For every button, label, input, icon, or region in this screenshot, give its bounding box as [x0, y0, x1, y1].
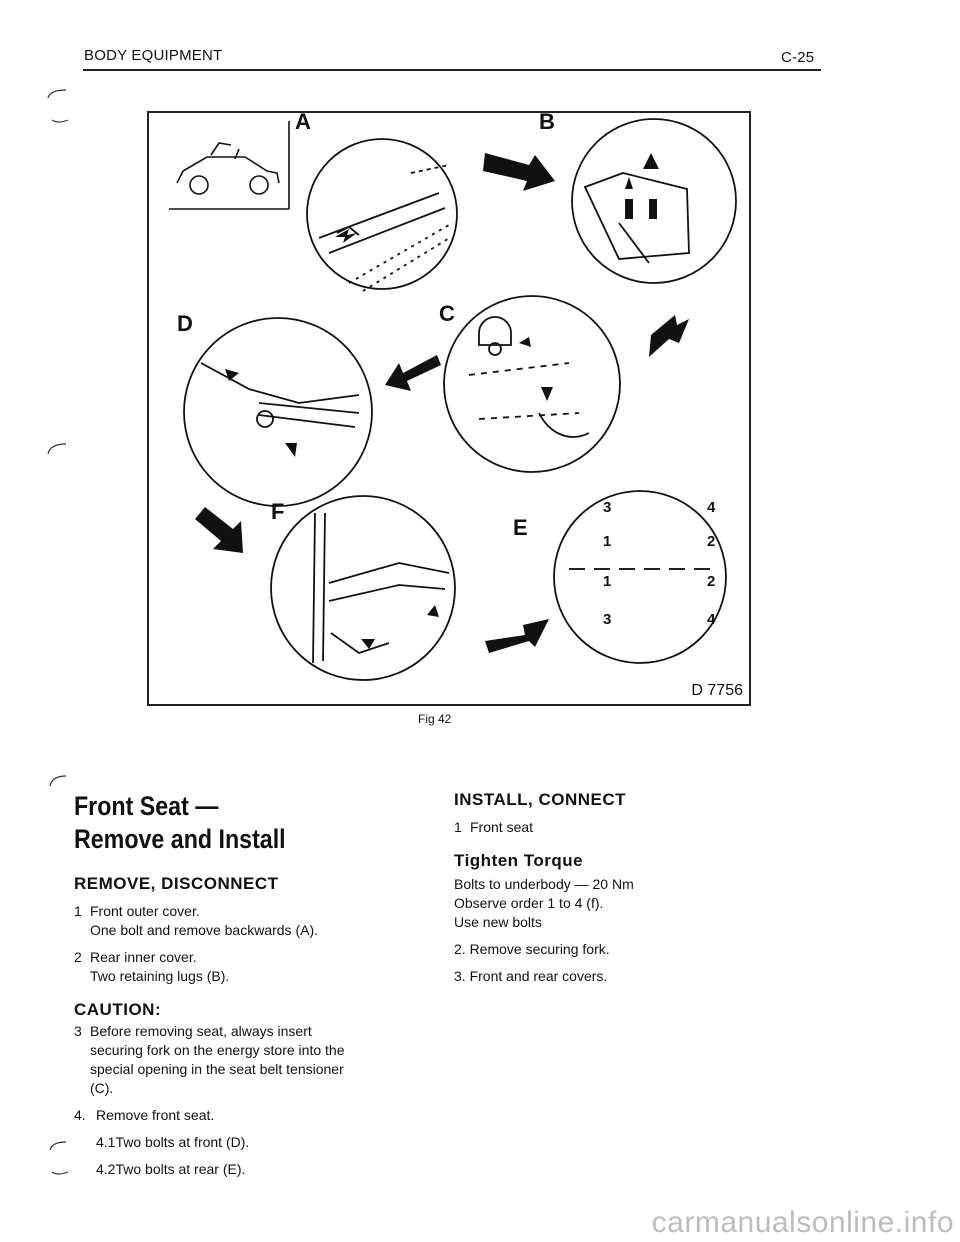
bolt-order-value: 1: [603, 573, 612, 590]
label-a: A: [295, 109, 311, 134]
sub-step-4-2: 4.2Two bolts at rear (E).: [96, 1161, 246, 1177]
remove-step-2: [74, 948, 404, 986]
arrow-icon: [195, 507, 243, 553]
caution-step-3: [74, 1022, 404, 1098]
step-number: 1: [74, 903, 82, 919]
label-c: C: [439, 301, 455, 326]
arrow-icon: [285, 443, 297, 457]
bolt-order-value: 3: [603, 611, 612, 628]
remove-heading: REMOVE, DISCONNECT: [74, 874, 279, 893]
install-heading: INSTALL, CONNECT: [454, 790, 627, 809]
margin-mark: [40, 1138, 70, 1182]
watermark: carmanualsonline.info: [651, 1206, 954, 1239]
caution-step-4: [74, 1106, 404, 1179]
left-column: [74, 790, 404, 1179]
torque-spec: [454, 875, 754, 932]
step-number: 2: [74, 949, 82, 965]
bolt-order-value: 2: [707, 533, 716, 550]
step-text: Before removing seat, always insert: [90, 1023, 312, 1039]
right-column: [454, 790, 754, 986]
step-text: Front outer cover.: [90, 903, 200, 919]
label-d: D: [177, 311, 193, 336]
detail-c-circle: [444, 296, 620, 472]
bolt-order-value: 4: [707, 499, 716, 516]
install-step-1: [454, 818, 754, 837]
detail-e-circle: [554, 491, 726, 663]
step-text: Remove front seat.: [96, 1107, 215, 1123]
arrow-icon: [485, 619, 549, 653]
arrow-icon: [427, 605, 439, 617]
step-detail: (C).: [90, 1080, 114, 1096]
page-title-line-1: Front Seat —: [74, 791, 219, 821]
lug-icon: [625, 153, 659, 189]
margin-mark: [40, 440, 70, 464]
margin-mark: [40, 772, 70, 796]
bolt-order-value: 1: [603, 533, 612, 550]
margin-mark: [40, 84, 70, 126]
figure-caption: Fig 42: [418, 712, 452, 726]
sub-step-4-1: 4.1Two bolts at front (D).: [96, 1134, 250, 1150]
label-f: F: [271, 499, 285, 524]
label-e: E: [513, 515, 528, 540]
detail-f-circle: [271, 496, 455, 680]
remove-step-1: [74, 902, 404, 940]
figure-42: [147, 111, 751, 706]
arrow-icon: [519, 337, 531, 347]
bolt-order-value: 3: [603, 499, 612, 516]
torque-line: Use new bolts: [454, 914, 542, 930]
page-title-line-2: Remove and Install: [74, 824, 286, 854]
step-number: 3: [74, 1023, 82, 1039]
torque-line: Bolts to underbody — 20 Nm: [454, 876, 634, 892]
bolt-order-value: 4: [707, 611, 716, 628]
step-detail: special opening in the seat belt tensioner: [90, 1061, 344, 1077]
figure-id: D 7756: [691, 682, 743, 699]
label-b: B: [539, 109, 555, 134]
install-step-2: 2. Remove securing fork.: [454, 941, 610, 957]
arrow-icon: [483, 153, 555, 191]
detail-d-circle: [184, 318, 372, 506]
seat-removal-illustration: [149, 113, 749, 704]
section-header: BODY EQUIPMENT: [84, 47, 223, 64]
page-number: C-25: [781, 49, 815, 66]
step-detail: One bolt and remove backwards (A).: [90, 922, 318, 938]
torque-line: Observe order 1 to 4 (f).: [454, 895, 604, 911]
step-number: 1: [454, 819, 462, 835]
step-detail: Two retaining lugs (B).: [90, 968, 230, 984]
arrow-icon: [385, 355, 441, 391]
install-step-3: 3. Front and rear covers.: [454, 968, 608, 984]
bolt-order-value: 2: [707, 573, 716, 590]
step-text: Front seat: [470, 819, 534, 835]
step-number: 4.: [74, 1107, 86, 1123]
arrow-icon: [541, 387, 553, 401]
arrow-icon: [649, 315, 689, 357]
car-inset: [169, 121, 289, 209]
step-text: Rear inner cover.: [90, 949, 197, 965]
step-detail: securing fork on the energy store into the: [90, 1042, 345, 1058]
detail-a-circle: [307, 139, 457, 291]
header-rule: [83, 69, 821, 71]
caution-heading: CAUTION:: [74, 1000, 162, 1019]
torque-heading: Tighten Torque: [454, 851, 584, 870]
